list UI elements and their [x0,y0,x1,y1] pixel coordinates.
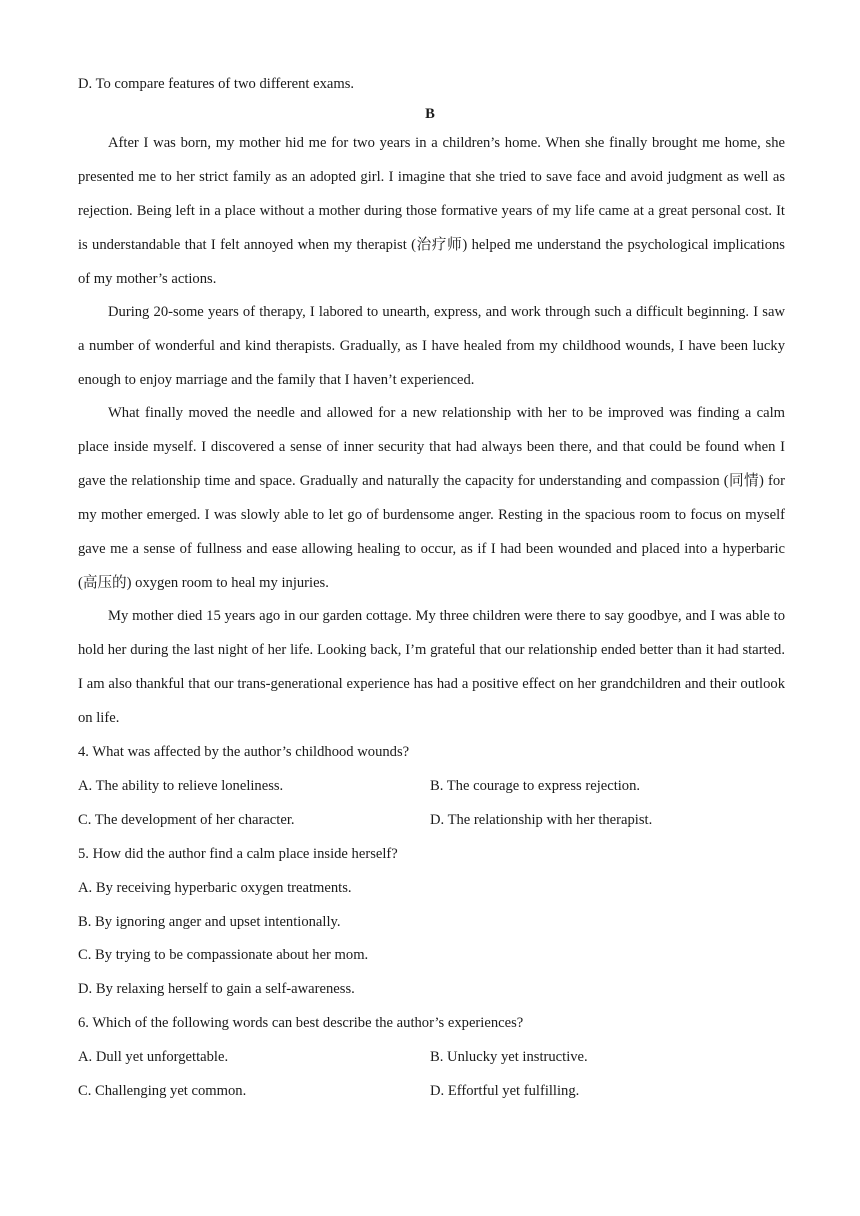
question-5-option-d: D. By relaxing herself to gain a self-awareness. [78,981,355,997]
question-4-option-d: D. The relationship with her therapist. [430,812,653,828]
question-6-stem: 6. Which of the following words can best describe the author’s experiences? [78,1015,524,1031]
question-4-option-a: A. The ability to relieve loneliness. [78,778,284,794]
passage-paragraph-1: After I was born, my mother hid me for two years in a children’s home. When she finally brought me home, she presented me to her strict family as an adopted girl. I imagine that she tried to save face and avoid judgment as well as rejection. Being left in a place without a mother during those formative years of my life came at a great personal cost. It is understandable that I felt annoyed when my therapist (治疗师) helped me understand the psychological implications of my mother’s actions. [78,135,785,287]
question-6-option-b: B. Unlucky yet instructive. [430,1049,588,1065]
question-5-stem: 5. How did the author find a calm place inside herself? [78,846,398,862]
passage-paragraph-4: My mother died 15 years ago in our garden cottage. My three children were there to say goodbye, and I was able to hold her during the last night of her life. Looking back, I’m grateful that our relationship ended better than it had started. I am also thankful that our trans-generational experience has had a positive effect on her grandchildren and their outlook on life. [78,608,785,726]
question-6-option-a: A. Dull yet unforgettable. [78,1049,229,1065]
question-4-option-c: C. The development of her character. [78,812,295,828]
section-label: B [425,106,435,122]
previous-question-option-d: D. To compare features of two different exams. [78,76,355,92]
question-4-option-b: B. The courage to express rejection. [430,778,641,794]
question-5-option-b: B. By ignoring anger and upset intentionally. [78,914,341,930]
passage-paragraph-2: During 20-some years of therapy, I labored to unearth, express, and work through such a difficult beginning. I saw a number of wonderful and kind therapists. Gradually, as I have healed from my childhood wounds, I have been lucky enough to enjoy marriage and the family that I haven’t experienced. [78,304,785,388]
question-5-option-c: C. By trying to be compassionate about her mom. [78,947,369,963]
passage-paragraph-3: What finally moved the needle and allowed for a new relationship with her to be improved was finding a calm place inside myself. I discovered a sense of inner security that had always been there, and that could be found when I gave the relationship time and space. Gradually and naturally the capacity for understanding and compassion (同情) for my mother emerged. I was slowly able to let go of burdensome anger. Resting in the spacious room to focus on myself gave me a sense of fullness and ease allowing healing to occur, as if I had been wounded and placed into a hyperbaric (高压的) oxygen room to heal my injuries. [78,405,785,591]
question-5-option-a: A. By receiving hyperbaric oxygen treatments. [78,880,352,896]
question-6-option-c: C. Challenging yet common. [78,1083,247,1099]
question-6-option-d: D. Effortful yet fulfilling. [430,1083,580,1099]
question-4-stem: 4. What was affected by the author’s childhood wounds? [78,744,410,760]
